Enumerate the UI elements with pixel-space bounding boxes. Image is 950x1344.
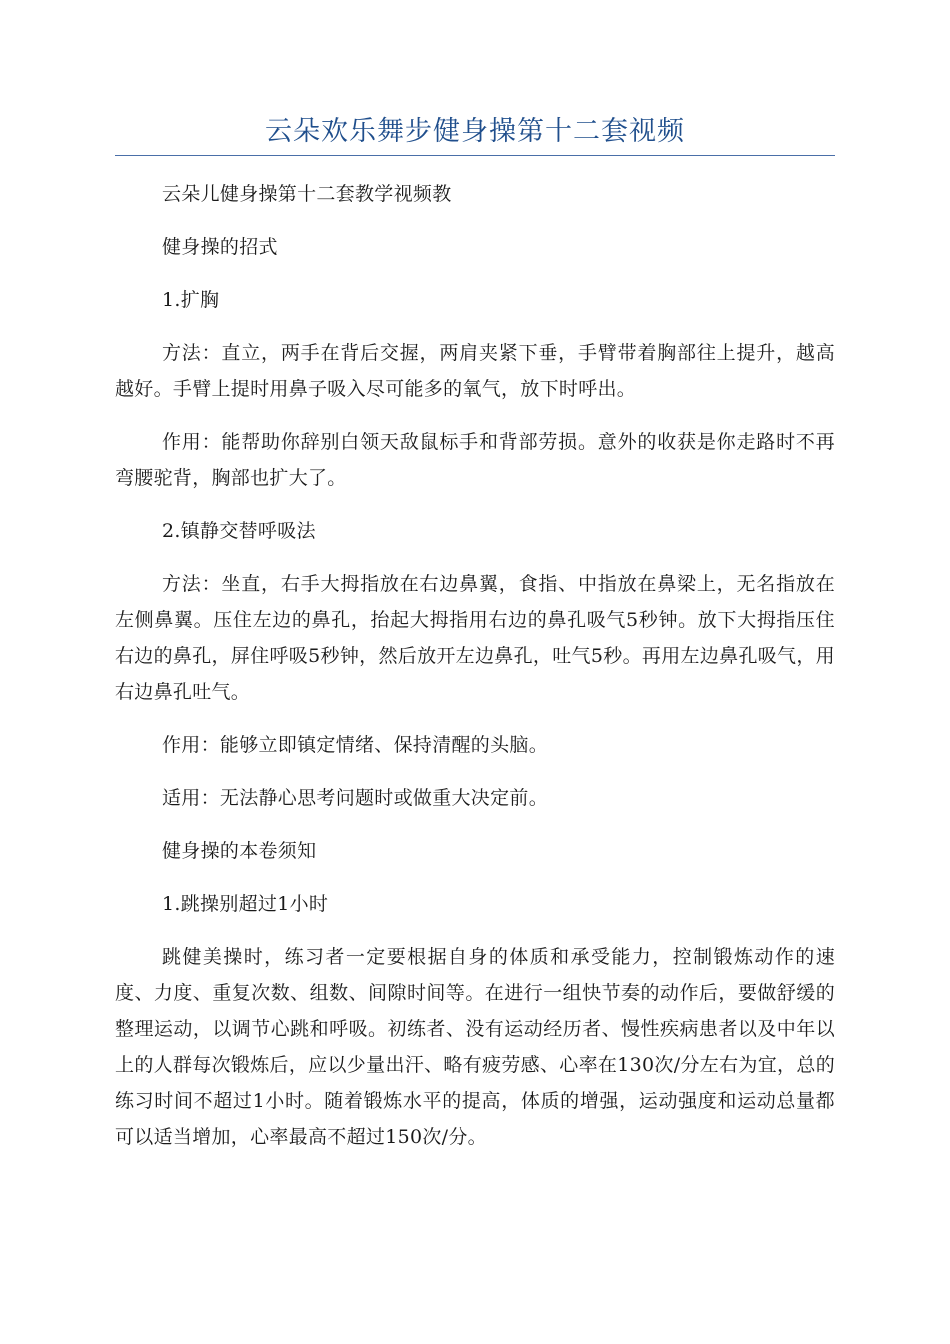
heading-time-limit: 1.跳操别超过1小时: [162, 893, 329, 915]
paragraph-chest-effect: 作用：能帮助你辞别白领天敌鼠标手和背部劳损。意外的收获是你走路时不再弯腰驼背，胸部也扩大了。: [115, 431, 835, 489]
paragraph-chest-method: 方法：直立，两手在背后交握，两肩夹紧下垂，手臂带着胸部往上提升，越高越好。手臂上提时用鼻子吸入尽可能多的氧气，放下时呼出。: [115, 342, 835, 400]
paragraph-breathing-method: 方法：坐直，右手大拇指放在右边鼻翼，食指、中指放在鼻梁上，无名指放在左侧鼻翼。压住左边的鼻孔，抬起大拇指用右边的鼻孔吸气5秒钟。放下大拇指压住右边的鼻孔，屏住呼吸5秒钟，然后放开左边鼻孔，吐气5秒。再用左边鼻孔吸气，用右边鼻孔吐气。: [115, 573, 835, 703]
heading-notes: 健身操的本卷须知: [162, 840, 317, 862]
document-title: 云朵欢乐舞步健身操第十二套视频: [265, 116, 685, 147]
paragraph-time-limit: 跳健美操时，练习者一定要根据自身的体质和承受能力，控制锻炼动作的速度、力度、重复次数、组数、间隙时间等。在进行一组快节奏的动作后，要做舒缓的整理运动，以调节心跳和呼吸。初练者、没有运动经历者、慢性疾病患者以及中年以上的人群每次锻炼后，应以少量出汗、略有疲劳感、心率在130次/分左右为宜，总的练习时间不超过1小时。随着锻炼水平的提高，体质的增强，运动强度和运动总量都可以适当增加，心率最高不超过150次/分。: [115, 946, 835, 1148]
heading-alternate-breathing: 2.镇静交替呼吸法: [162, 520, 316, 542]
title-underline: [115, 155, 835, 156]
heading-moves: 健身操的招式: [162, 236, 278, 258]
paragraph-breathing-effect: 作用：能够立即镇定情绪、保持清醒的头脑。: [162, 734, 549, 756]
heading-chest-expansion: 1.扩胸: [162, 289, 220, 311]
paragraph-breathing-usage: 适用：无法静心思考问题时或做重大决定前。: [162, 787, 549, 809]
document-body: [115, 176, 835, 1172]
paragraph-intro: 云朵儿健身操第十二套教学视频教: [162, 183, 452, 205]
